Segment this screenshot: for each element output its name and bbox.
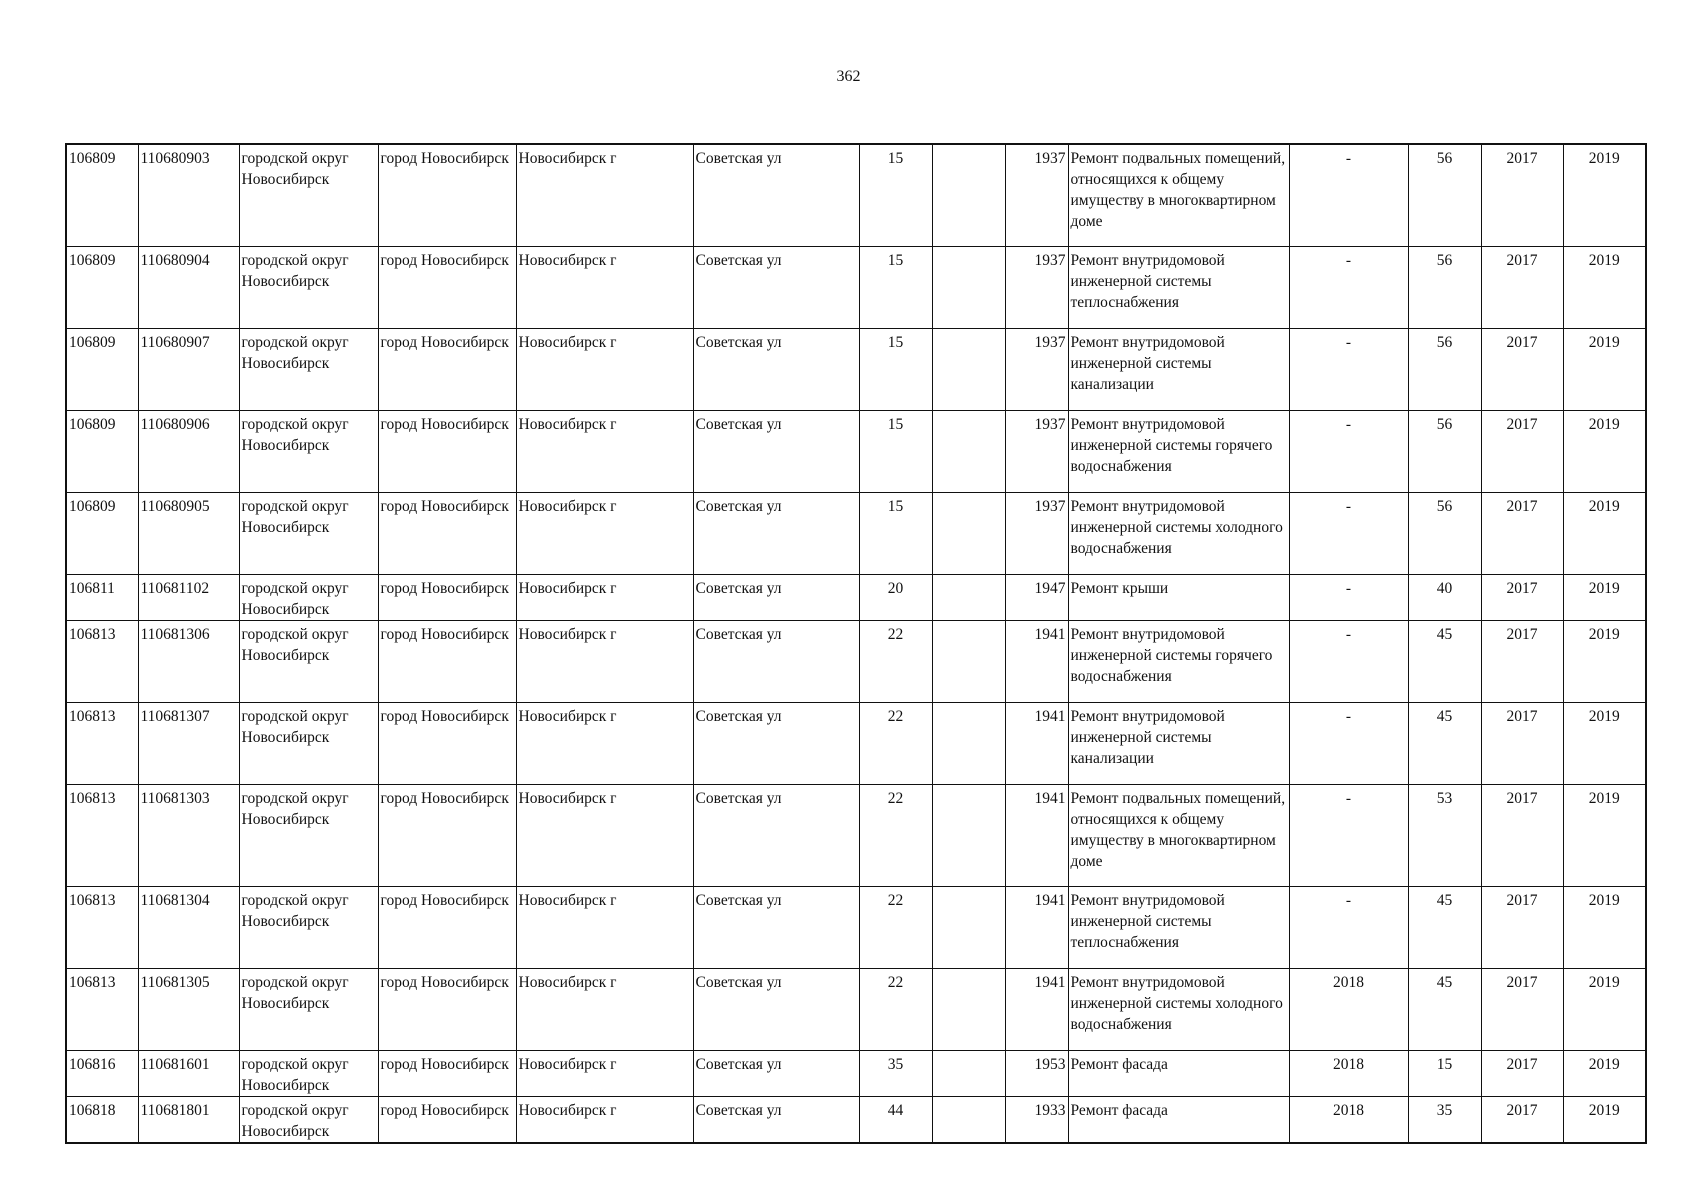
building-cell [932, 144, 1005, 246]
done-year-cell: - [1289, 492, 1408, 574]
work-code-cell: 110680905 [138, 492, 239, 574]
page-number: 362 [836, 68, 861, 85]
district-cell: городской округ Новосибирск [239, 620, 378, 702]
house-number-cell: 15 [859, 246, 932, 328]
plan-to-cell: 2019 [1563, 784, 1646, 886]
settlement-cell: город Новосибирск [378, 886, 516, 968]
house-number-cell: 15 [859, 410, 932, 492]
table-row [66, 246, 1646, 328]
house-number-cell: 22 [859, 968, 932, 1050]
wear-cell: 56 [1408, 328, 1481, 410]
settlement-cell: город Новосибирск [378, 702, 516, 784]
work-type-cell: Ремонт подвальных помещений, относящихся к общему имуществу в многоквартирном доме [1068, 784, 1289, 886]
building-cell [932, 574, 1005, 620]
building-cell [932, 328, 1005, 410]
settlement-cell: город Новосибирск [378, 1050, 516, 1096]
building-cell [932, 410, 1005, 492]
object-id-cell: 106813 [66, 620, 138, 702]
street-cell: Советская ул [693, 246, 859, 328]
city-cell: Новосибирск г [516, 620, 693, 702]
plan-from-cell: 2017 [1481, 968, 1563, 1050]
city-cell: Новосибирск г [516, 144, 693, 246]
object-id-cell: 106809 [66, 144, 138, 246]
building-cell [932, 784, 1005, 886]
plan-from-cell: 2017 [1481, 492, 1563, 574]
build-year-cell: 1947 [1005, 574, 1068, 620]
house-number-cell: 22 [859, 702, 932, 784]
work-code-cell: 110681306 [138, 620, 239, 702]
building-cell [932, 1050, 1005, 1096]
work-code-cell: 110681601 [138, 1050, 239, 1096]
house-number-cell: 22 [859, 620, 932, 702]
house-number-cell: 20 [859, 574, 932, 620]
wear-cell: 56 [1408, 410, 1481, 492]
settlement-cell: город Новосибирск [378, 1096, 516, 1143]
settlement-cell: город Новосибирск [378, 968, 516, 1050]
build-year-cell: 1941 [1005, 968, 1068, 1050]
street-cell: Советская ул [693, 620, 859, 702]
table-row [66, 968, 1646, 1050]
wear-cell: 45 [1408, 702, 1481, 784]
object-id-cell: 106813 [66, 968, 138, 1050]
settlement-cell: город Новосибирск [378, 410, 516, 492]
plan-from-cell: 2017 [1481, 702, 1563, 784]
object-id-cell: 106809 [66, 246, 138, 328]
street-cell: Советская ул [693, 784, 859, 886]
object-id-cell: 106813 [66, 702, 138, 784]
done-year-cell: - [1289, 328, 1408, 410]
plan-to-cell: 2019 [1563, 702, 1646, 784]
settlement-cell: город Новосибирск [378, 246, 516, 328]
table-row [66, 620, 1646, 702]
city-cell: Новосибирск г [516, 702, 693, 784]
street-cell: Советская ул [693, 886, 859, 968]
registry-body [66, 144, 1646, 1143]
done-year-cell: 2018 [1289, 1096, 1408, 1143]
object-id-cell: 106811 [66, 574, 138, 620]
plan-to-cell: 2019 [1563, 246, 1646, 328]
plan-to-cell: 2019 [1563, 144, 1646, 246]
wear-cell: 45 [1408, 620, 1481, 702]
work-type-cell: Ремонт внутридомовой инженерной системы горячего водоснабжения [1068, 620, 1289, 702]
house-number-cell: 15 [859, 492, 932, 574]
work-type-cell: Ремонт внутридомовой инженерной системы холодного водоснабжения [1068, 492, 1289, 574]
building-cell [932, 620, 1005, 702]
street-cell: Советская ул [693, 1096, 859, 1143]
table-row [66, 492, 1646, 574]
district-cell: городской округ Новосибирск [239, 492, 378, 574]
city-cell: Новосибирск г [516, 1096, 693, 1143]
done-year-cell: 2018 [1289, 968, 1408, 1050]
build-year-cell: 1937 [1005, 328, 1068, 410]
plan-to-cell: 2019 [1563, 1050, 1646, 1096]
object-id-cell: 106809 [66, 328, 138, 410]
wear-cell: 56 [1408, 246, 1481, 328]
work-type-cell: Ремонт внутридомовой инженерной системы горячего водоснабжения [1068, 410, 1289, 492]
city-cell: Новосибирск г [516, 886, 693, 968]
plan-to-cell: 2019 [1563, 1096, 1646, 1143]
done-year-cell: - [1289, 410, 1408, 492]
district-cell: городской округ Новосибирск [239, 1096, 378, 1143]
work-type-cell: Ремонт подвальных помещений, относящихся к общему имуществу в многоквартирном доме [1068, 144, 1289, 246]
street-cell: Советская ул [693, 328, 859, 410]
street-cell: Советская ул [693, 410, 859, 492]
build-year-cell: 1937 [1005, 246, 1068, 328]
district-cell: городской округ Новосибирск [239, 702, 378, 784]
object-id-cell: 106813 [66, 784, 138, 886]
done-year-cell: - [1289, 886, 1408, 968]
house-number-cell: 22 [859, 784, 932, 886]
wear-cell: 56 [1408, 144, 1481, 246]
wear-cell: 35 [1408, 1096, 1481, 1143]
table-row [66, 410, 1646, 492]
done-year-cell: - [1289, 784, 1408, 886]
table-row [66, 574, 1646, 620]
object-id-cell: 106813 [66, 886, 138, 968]
street-cell: Советская ул [693, 1050, 859, 1096]
plan-to-cell: 2019 [1563, 574, 1646, 620]
settlement-cell: город Новосибирск [378, 144, 516, 246]
work-type-cell: Ремонт внутридомовой инженерной системы холодного водоснабжения [1068, 968, 1289, 1050]
build-year-cell: 1941 [1005, 784, 1068, 886]
settlement-cell: город Новосибирск [378, 620, 516, 702]
plan-from-cell: 2017 [1481, 886, 1563, 968]
work-code-cell: 110680904 [138, 246, 239, 328]
done-year-cell: - [1289, 620, 1408, 702]
city-cell: Новосибирск г [516, 784, 693, 886]
building-cell [932, 246, 1005, 328]
settlement-cell: город Новосибирск [378, 784, 516, 886]
table-row [66, 328, 1646, 410]
house-number-cell: 44 [859, 1096, 932, 1143]
work-type-cell: Ремонт фасада [1068, 1096, 1289, 1143]
building-cell [932, 702, 1005, 784]
city-cell: Новосибирск г [516, 492, 693, 574]
table-row [66, 144, 1646, 246]
street-cell: Советская ул [693, 492, 859, 574]
build-year-cell: 1941 [1005, 702, 1068, 784]
work-type-cell: Ремонт внутридомовой инженерной системы теплоснабжения [1068, 246, 1289, 328]
district-cell: городской округ Новосибирск [239, 784, 378, 886]
house-number-cell: 22 [859, 886, 932, 968]
district-cell: городской округ Новосибирск [239, 410, 378, 492]
district-cell: городской округ Новосибирск [239, 968, 378, 1050]
object-id-cell: 106809 [66, 410, 138, 492]
work-type-cell: Ремонт внутридомовой инженерной системы теплоснабжения [1068, 886, 1289, 968]
registry-table [65, 143, 1647, 1144]
district-cell: городской округ Новосибирск [239, 144, 378, 246]
done-year-cell: - [1289, 246, 1408, 328]
house-number-cell: 15 [859, 144, 932, 246]
plan-from-cell: 2017 [1481, 620, 1563, 702]
wear-cell: 45 [1408, 968, 1481, 1050]
plan-to-cell: 2019 [1563, 492, 1646, 574]
plan-from-cell: 2017 [1481, 328, 1563, 410]
city-cell: Новосибирск г [516, 410, 693, 492]
wear-cell: 53 [1408, 784, 1481, 886]
work-type-cell: Ремонт внутридомовой инженерной системы канализации [1068, 328, 1289, 410]
wear-cell: 45 [1408, 886, 1481, 968]
district-cell: городской округ Новосибирск [239, 574, 378, 620]
work-code-cell: 110681305 [138, 968, 239, 1050]
plan-from-cell: 2017 [1481, 1096, 1563, 1143]
work-type-cell: Ремонт фасада [1068, 1050, 1289, 1096]
work-type-cell: Ремонт крыши [1068, 574, 1289, 620]
street-cell: Советская ул [693, 144, 859, 246]
plan-to-cell: 2019 [1563, 620, 1646, 702]
plan-from-cell: 2017 [1481, 784, 1563, 886]
building-cell [932, 968, 1005, 1050]
building-cell [932, 1096, 1005, 1143]
build-year-cell: 1941 [1005, 620, 1068, 702]
wear-cell: 40 [1408, 574, 1481, 620]
table-row [66, 702, 1646, 784]
city-cell: Новосибирск г [516, 246, 693, 328]
district-cell: городской округ Новосибирск [239, 328, 378, 410]
plan-from-cell: 2017 [1481, 1050, 1563, 1096]
settlement-cell: город Новосибирск [378, 492, 516, 574]
street-cell: Советская ул [693, 702, 859, 784]
build-year-cell: 1941 [1005, 886, 1068, 968]
work-code-cell: 110680906 [138, 410, 239, 492]
district-cell: городской округ Новосибирск [239, 246, 378, 328]
plan-from-cell: 2017 [1481, 410, 1563, 492]
object-id-cell: 106818 [66, 1096, 138, 1143]
work-code-cell: 110680907 [138, 328, 239, 410]
work-code-cell: 110681304 [138, 886, 239, 968]
table-row [66, 1096, 1646, 1143]
done-year-cell: - [1289, 144, 1408, 246]
build-year-cell: 1937 [1005, 492, 1068, 574]
district-cell: городской округ Новосибирск [239, 1050, 378, 1096]
done-year-cell: - [1289, 702, 1408, 784]
build-year-cell: 1937 [1005, 144, 1068, 246]
work-code-cell: 110680903 [138, 144, 239, 246]
plan-to-cell: 2019 [1563, 328, 1646, 410]
city-cell: Новосибирск г [516, 968, 693, 1050]
plan-from-cell: 2017 [1481, 144, 1563, 246]
plan-from-cell: 2017 [1481, 246, 1563, 328]
district-cell: городской округ Новосибирск [239, 886, 378, 968]
plan-from-cell: 2017 [1481, 574, 1563, 620]
table-row [66, 1050, 1646, 1096]
work-code-cell: 110681801 [138, 1096, 239, 1143]
street-cell: Советская ул [693, 968, 859, 1050]
wear-cell: 56 [1408, 492, 1481, 574]
table-row [66, 886, 1646, 968]
work-code-cell: 110681102 [138, 574, 239, 620]
city-cell: Новосибирск г [516, 1050, 693, 1096]
house-number-cell: 35 [859, 1050, 932, 1096]
object-id-cell: 106816 [66, 1050, 138, 1096]
settlement-cell: город Новосибирск [378, 328, 516, 410]
work-type-cell: Ремонт внутридомовой инженерной системы канализации [1068, 702, 1289, 784]
plan-to-cell: 2019 [1563, 410, 1646, 492]
settlement-cell: город Новосибирск [378, 574, 516, 620]
work-code-cell: 110681307 [138, 702, 239, 784]
house-number-cell: 15 [859, 328, 932, 410]
building-cell [932, 886, 1005, 968]
city-cell: Новосибирск г [516, 328, 693, 410]
city-cell: Новосибирск г [516, 574, 693, 620]
done-year-cell: 2018 [1289, 1050, 1408, 1096]
wear-cell: 15 [1408, 1050, 1481, 1096]
building-cell [932, 492, 1005, 574]
build-year-cell: 1937 [1005, 410, 1068, 492]
street-cell: Советская ул [693, 574, 859, 620]
plan-to-cell: 2019 [1563, 886, 1646, 968]
build-year-cell: 1953 [1005, 1050, 1068, 1096]
build-year-cell: 1933 [1005, 1096, 1068, 1143]
work-code-cell: 110681303 [138, 784, 239, 886]
plan-to-cell: 2019 [1563, 968, 1646, 1050]
table-row [66, 784, 1646, 886]
done-year-cell: - [1289, 574, 1408, 620]
object-id-cell: 106809 [66, 492, 138, 574]
